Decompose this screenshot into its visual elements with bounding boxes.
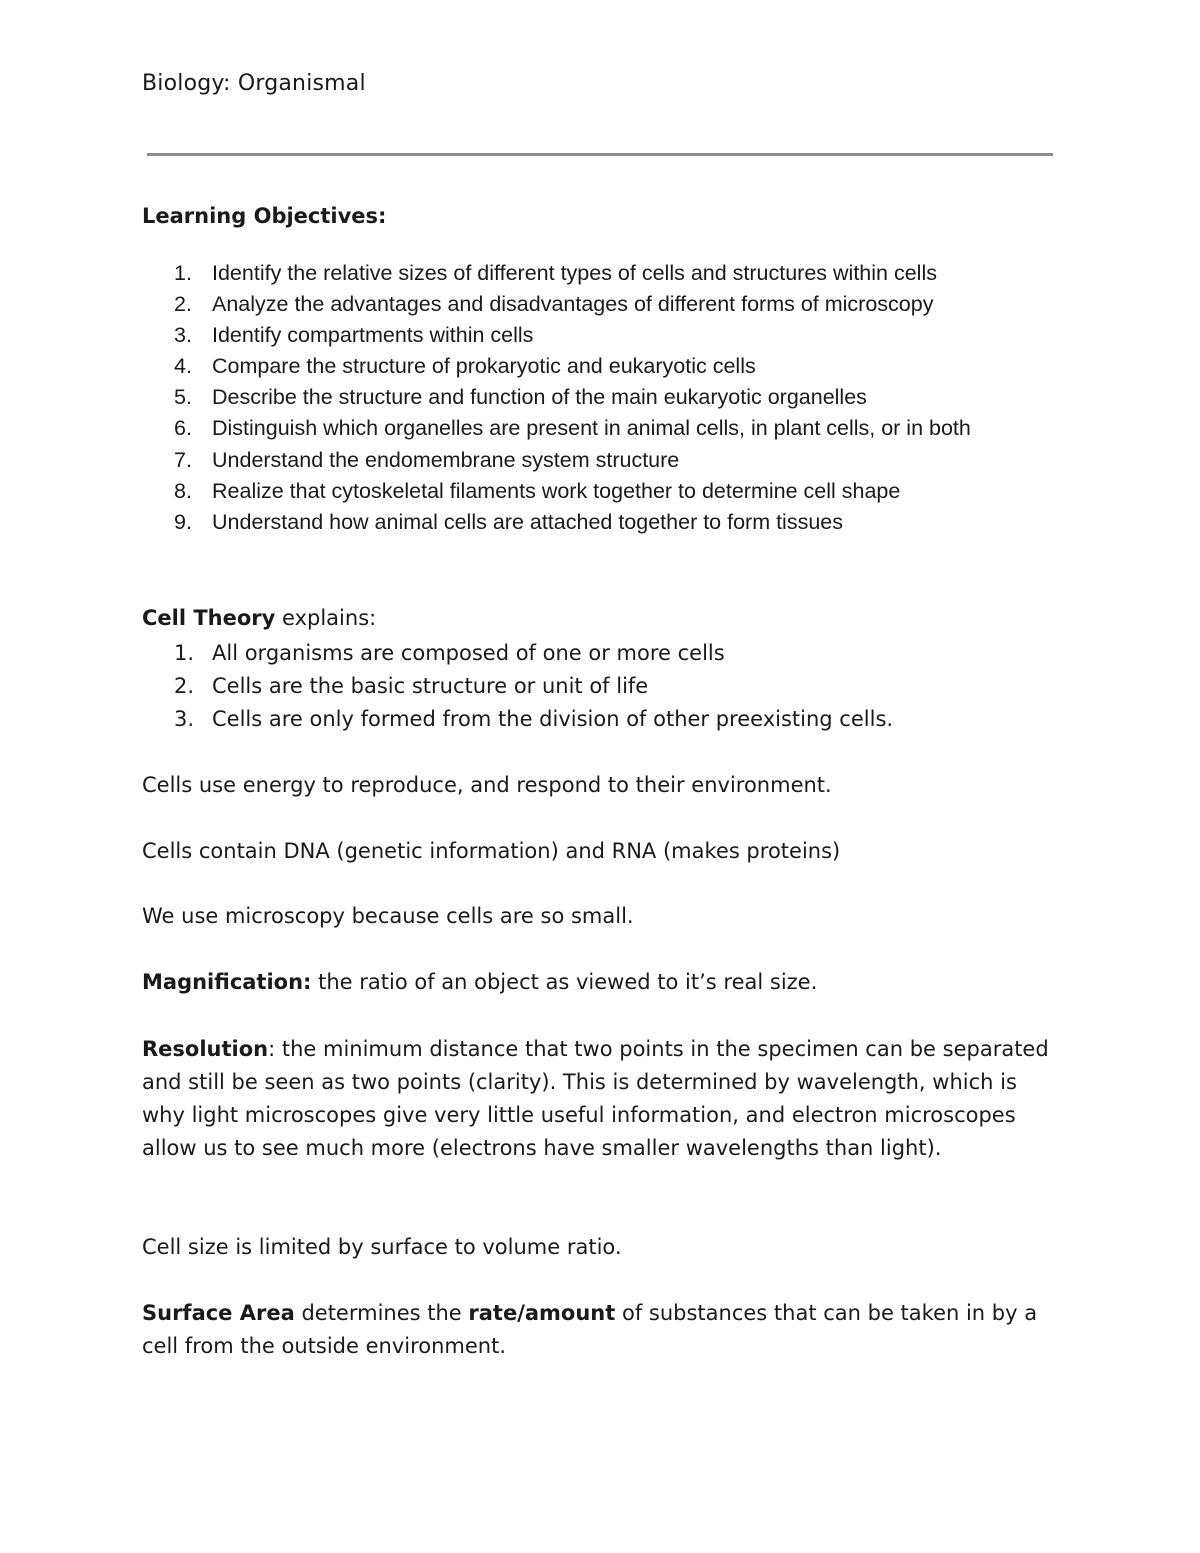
- list-item-text: Distinguish which organelles are present in animal cells, in plant cells, or in both: [212, 416, 971, 441]
- list-number: 3.: [174, 323, 192, 348]
- list-item-text: Understand the endomembrane system structure: [212, 447, 680, 472]
- cell-theory-term: Cell Theory: [142, 606, 276, 630]
- surface-area-text-end: of substances that can be taken in by a cell from the outside environment.: [142, 1301, 1038, 1358]
- list-number: 1.: [174, 261, 192, 285]
- document-header-title: Biology: Organismal: [142, 71, 366, 96]
- list-number: 5.: [174, 385, 192, 410]
- surface-area-text: determines the: [294, 1301, 469, 1325]
- dna-paragraph: Cells contain DNA (genetic information) and RNA (makes proteins): [142, 839, 841, 863]
- list-item: [142, 638, 893, 671]
- list-item: [142, 352, 971, 383]
- list-item-text: Identify the relative sizes of different types of cells and structures within cells: [212, 261, 937, 285]
- list-number: 1.: [174, 641, 195, 665]
- list-item-text: Understand how animal cells are attached together to form tissues: [212, 509, 843, 534]
- list-number: 3.: [174, 707, 195, 731]
- header-divider: [147, 153, 1053, 156]
- magnification-term: Magnification:: [142, 970, 312, 994]
- list-item: [142, 290, 971, 321]
- list-item: [142, 446, 971, 477]
- surface-area-paragraph: [142, 1297, 1062, 1363]
- magnification-definition: the ratio of an object as viewed to it’s real size.: [311, 970, 818, 994]
- list-item: [142, 508, 971, 539]
- list-item-text: Cells are the basic structure or unit of life: [212, 674, 649, 698]
- learning-objectives-list: [142, 259, 971, 539]
- energy-paragraph: Cells use energy to reproduce, and respond to their environment.: [142, 773, 832, 797]
- cell-theory-intro-text: explains:: [275, 606, 377, 630]
- list-number: 2.: [174, 292, 192, 317]
- rate-amount-term: rate/amount: [468, 1301, 616, 1325]
- list-item-text: Analyze the advantages and disadvantages of different forms of microscopy: [212, 292, 934, 317]
- list-item: [142, 704, 893, 737]
- list-number: 2.: [174, 674, 195, 698]
- list-item: [142, 671, 893, 704]
- list-number: 6.: [174, 416, 192, 441]
- list-item: [142, 414, 971, 445]
- list-item: [142, 321, 971, 352]
- list-item-text: Identify compartments within cells: [212, 323, 534, 348]
- magnification-paragraph: [142, 966, 817, 999]
- list-item-text: Compare the structure of prokaryotic and eukaryotic cells: [212, 354, 756, 379]
- list-item-text: All organisms are composed of one or more cells: [212, 641, 725, 665]
- list-number: 4.: [174, 354, 192, 379]
- learning-objectives-heading: Learning Objectives:: [142, 204, 387, 228]
- cell-size-paragraph: Cell size is limited by surface to volume ratio.: [142, 1235, 622, 1259]
- list-item: [142, 259, 971, 290]
- resolution-term: Resolution: [142, 1037, 269, 1061]
- list-number: 9.: [174, 509, 192, 534]
- list-item-text: Realize that cytoskeletal filaments work together to determine cell shape: [212, 478, 901, 503]
- resolution-definition: : the minimum distance that two points in the specimen can be separated and still be seen as two points (clarity). This is determined by wavelength, which is why light microscopes give very little useful information, and electron microscopes allow us to see much more (electrons have smaller wavelengths than light).: [142, 1037, 1049, 1160]
- list-item: [142, 383, 971, 414]
- microscopy-paragraph: We use microscopy because cells are so small.: [142, 904, 634, 928]
- cell-theory-intro: [142, 606, 376, 630]
- list-number: 8.: [174, 478, 192, 503]
- cell-theory-list: [142, 638, 893, 737]
- list-item: [142, 477, 971, 508]
- list-item-text: Describe the structure and function of the main eukaryotic organelles: [212, 385, 867, 410]
- list-item-text: Cells are only formed from the division of other preexisting cells.: [212, 707, 894, 731]
- surface-area-term: Surface Area: [142, 1301, 295, 1325]
- list-number: 7.: [174, 447, 192, 472]
- resolution-paragraph: [142, 1033, 1062, 1165]
